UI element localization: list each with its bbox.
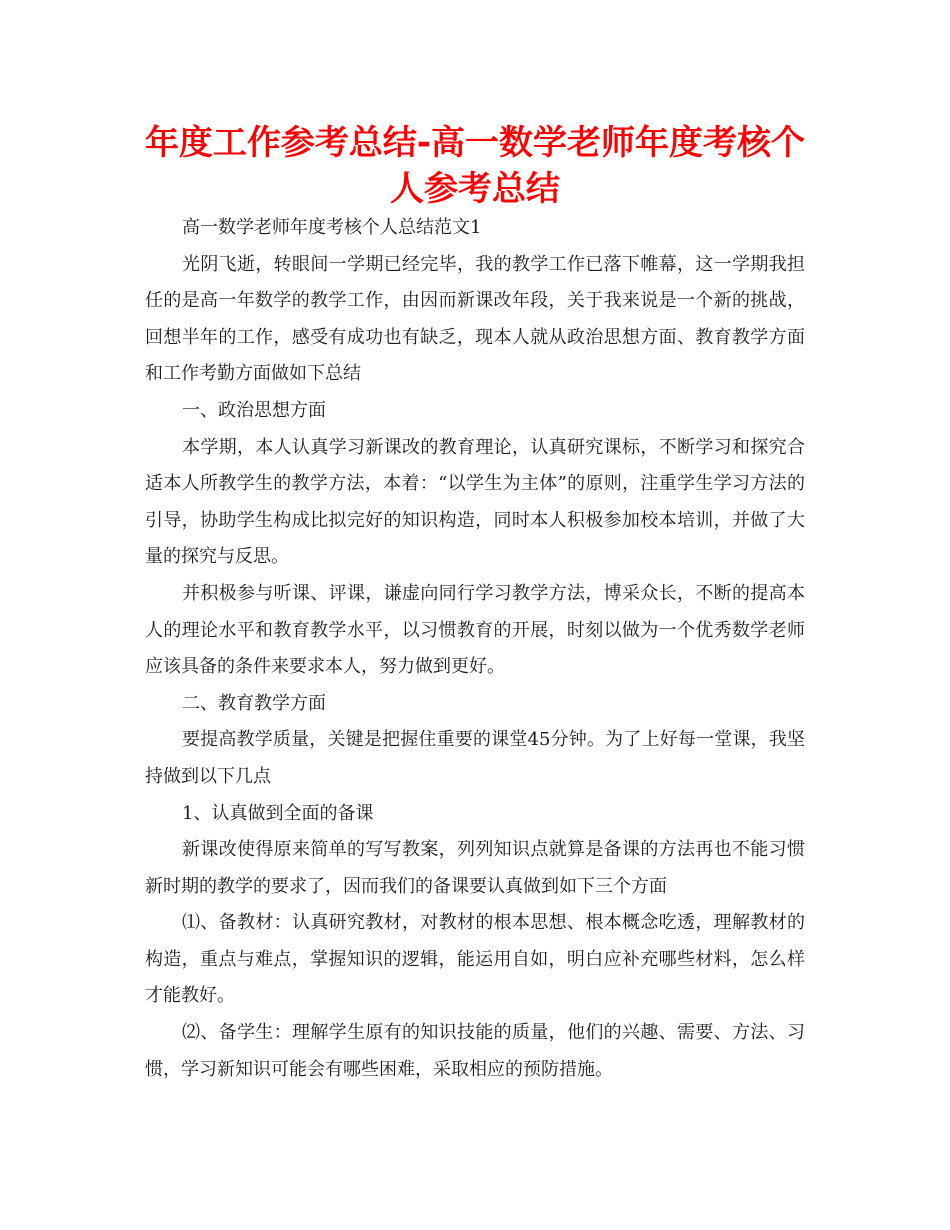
paragraph: 本学期，本人认真学习新课改的教育理论，认真研究课标，不断学习和探究合适本人所教学生的教学方法，本着：“以学生为主体”的原则，注重学生学习方法的引导，协助学生构成比拟完好的知识构造，同时本人积极参加校本培训，并做了大量的探究与反思。 [145,436,805,568]
section-heading: 一、政治思想方面 [182,399,326,421]
subsection-heading: 1、认真做到全面的备课 [182,802,374,824]
paragraph: 并积极参与听课、评课，谦虚向同行学习教学方法，博采众长，不断的提高本人的理论水平和教育教学水平，以习惯教育的开展，时刻以做为一个优秀数学老师应该具备的条件来要求本人，努力做到更好。 [145,582,805,678]
paragraph: 新课改使得原来简单的写写教案，列列知识点就算是备课的方法再也不能习惯新时期的教学的要求了，因而我们的备课要认真做到如下三个方面 [145,839,805,897]
paragraph: 光阴飞逝，转眼间一学期已经完毕，我的教学工作已落下帷幕，这一学期我担任的是高一年数学的教学工作，由因而新课改年段，关于我来说是一个新的挑战，回想半年的工作，感受有成功也有缺乏，现本人就从政治思想方面、教育教学方面和工作考勤方面做如下总结 [145,253,805,385]
paragraph: 要提高教学质量，关键是把握住重要的课堂45分钟。为了上好每一堂课，我坚持做到以下几点 [145,729,805,787]
paragraph-subtitle: 高一数学老师年度考核个人总结范文1 [182,217,482,238]
section-heading: 二、教育教学方面 [182,692,326,714]
list-item: ⑵、备学生：理解学生原有的知识技能的质量，他们的兴趣、需要、方法、习惯，学习新知识可能会有哪些困难，采取相应的预防措施。 [145,1022,805,1080]
list-item: ⑴、备教材：认真研究教材，对教材的根本思想、根本概念吃透，理解教材的构造，重点与难点，掌握知识的逻辑，能运用自如，明白应补充哪些材料，怎么样才能教好。 [145,912,805,1007]
document-title: 年度工作参考总结-高一数学老师年度考核个人参考总结 [144,123,806,209]
document-body [145,210,805,1088]
